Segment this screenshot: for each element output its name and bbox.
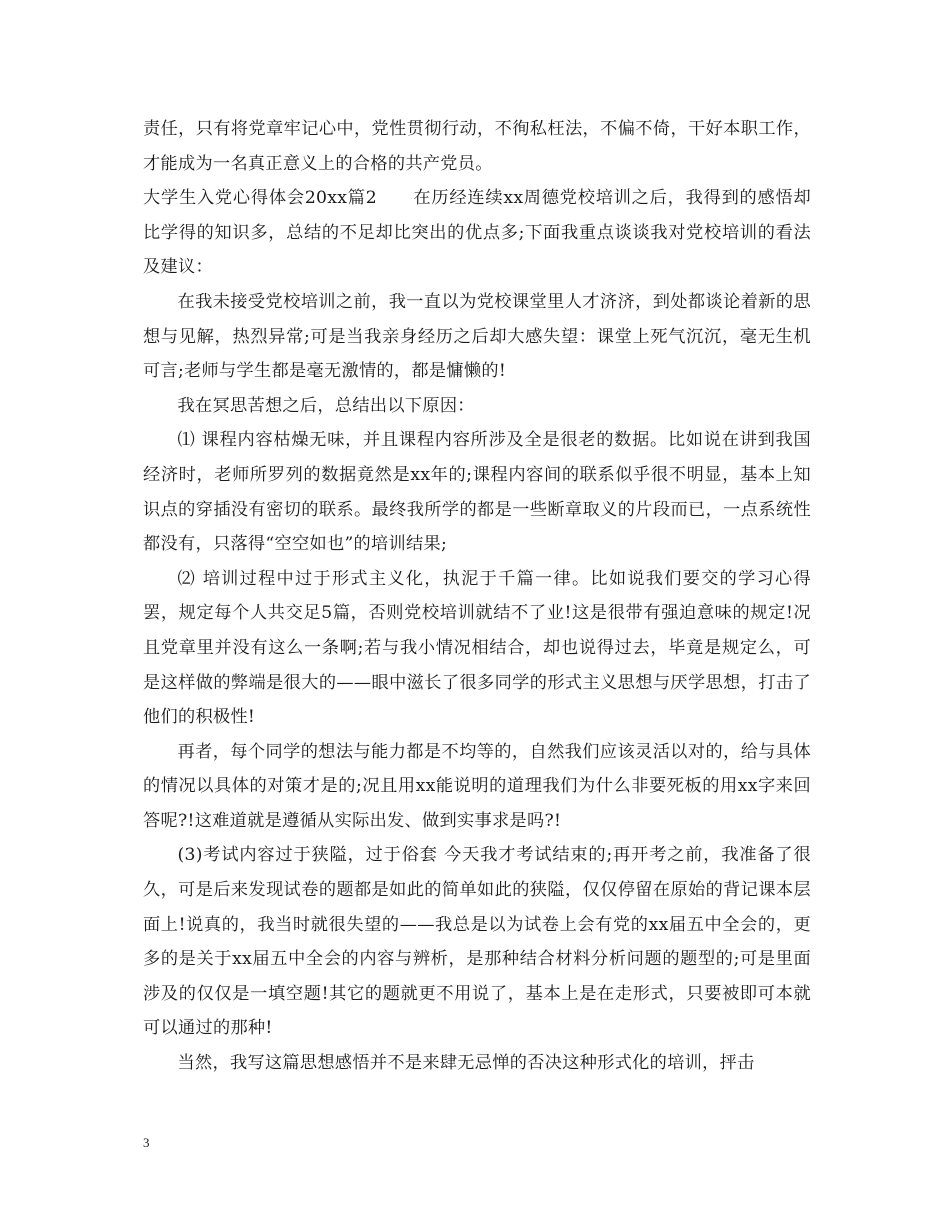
paragraph-9: 当然，我写这篇思想感悟并不是来肆无忌惮的否决这种形式化的培训，抨击 [177, 1053, 755, 1074]
page-number: 3 [143, 1135, 150, 1150]
paragraph-4: 我在冥思苦想之后，总结出以下原因： [177, 395, 475, 416]
document-body [143, 112, 811, 1081]
paragraph-2: 大学生入党心得体会20xx篇2 在历经连续xx周德党校培训之后，我得到的感悟却比学得的知识多，总结的不足却比突出的优点多;下面我重点谈谈我对党校培训的看法及建议： [143, 188, 811, 278]
paragraph-5: ⑴ 课程内容枯燥无味，并且课程内容所涉及全是很老的数据。比如说在讲到我国经济时，老师所罗列的数据竟然是xx年的;课程内容间的联系似乎很不明显，基本上知识点的穿插没有密切的联系。最终我所学的都是一些断章取义的片段而已，一点系统性都没有，只落得“空空如也”的培训结果; [143, 430, 811, 555]
paragraph-7: 再者，每个同学的想法与能力都是不均等的，自然我们应该灵活以对的，给与具体的情况以具体的对策才是的;况且用xx能说明的道理我们为什么非要死板的用xx字来回答呢?!这难道就是遵循从实际出发、做到实事求是吗?! [143, 741, 811, 831]
paragraph-8: (3)考试内容过于狭隘，过于俗套 今天我才考试结束的;再开考之前，我准备了很久，可是后来发现试卷的题都是如此的简单如此的狭隘，仅仅停留在原始的背记课本层面上!说真的，我当时就很失望的——我总是以为试卷上会有党的xx届五中全会的，更多的是关于xx届五中全会的内容与辨析，是那种结合材料分析问题的题型的;可是里面涉及的仅仅是一填空题!其它的题就更不用说了，基本上是在走形式，只要被即可本就可以通过的那种! [143, 845, 811, 1039]
paragraph-3: 在我未接受党校培训之前，我一直以为党校课堂里人才济济，到处都谈论着新的思想与见解，热烈异常;可是当我亲身经历之后却大感失望：课堂上死气沉沉，毫无生机可言;老师与学生都是毫无激情的，都是慵懒的! [143, 291, 811, 382]
paragraph-1: 责任，只有将党章牢记心中，党性贯彻行动，不徇私枉法，不偏不倚，干好本职工作，才能成为一名真正意义上的合格的共产党员。 [143, 119, 811, 174]
paragraph-6: ⑵ 培训过程中过于形式主义化，执泥于千篇一律。比如说我们要交的学习心得罢，规定每个人共交足5篇，否则党校培训就结不了业!这是很带有强迫意味的规定!况且党章里并没有这么一条啊;若与我小情况相结合，却也说得过去，毕竟是规定么，可是这样做的弊端是很大的——眼中滋长了很多同学的形式主义思想与厌学思想，打击了他们的积极性! [143, 568, 811, 728]
